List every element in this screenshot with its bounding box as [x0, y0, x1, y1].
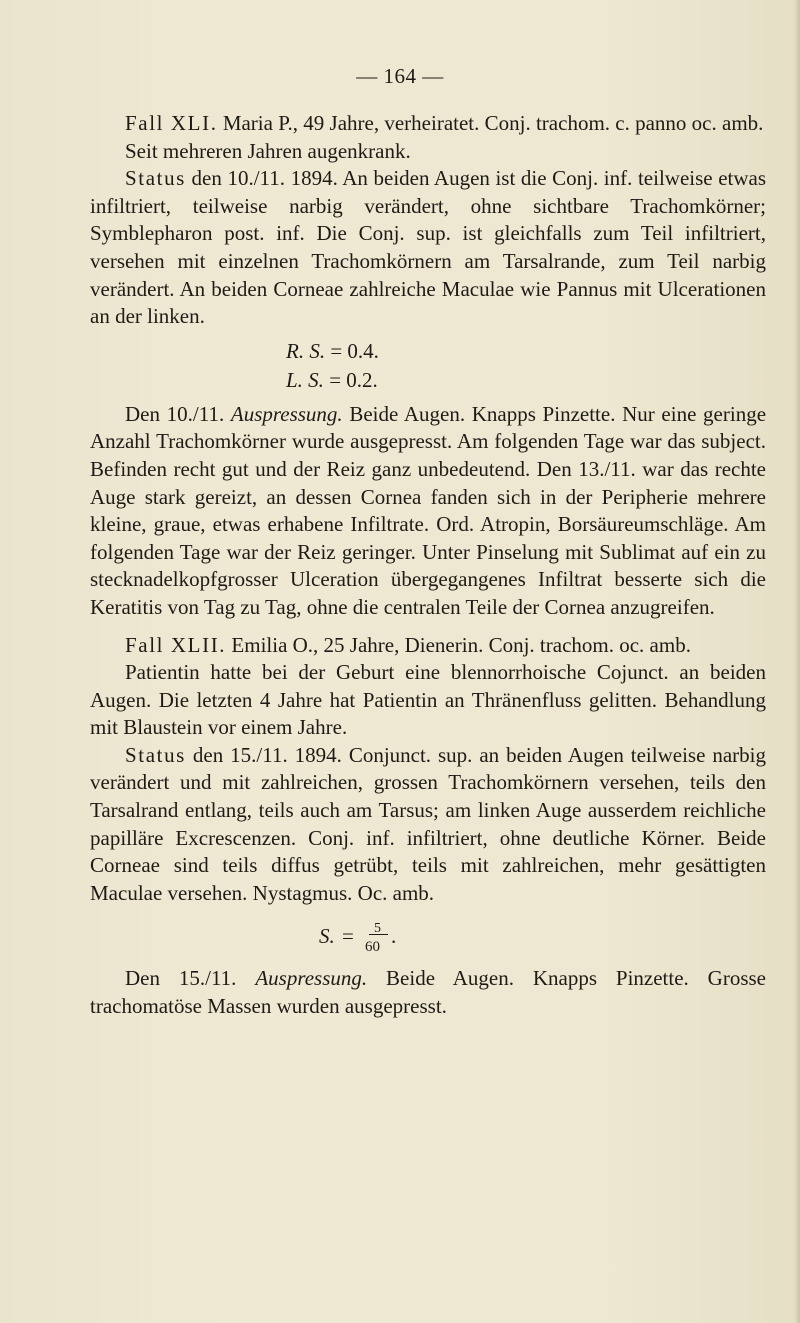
case41-treatment-text: Beide Augen. Knapps Pinzette. Nur eine geringe Anzahl Trachomkörner wurde ausgepresst. Am folgenden Tage war das subject. Befinden recht gut und der Reiz ganz unbedeutend. Den 13./11. war das rechte Auge stark gereizt, an dessen Cornea fanden sich in der Peripherie mehrere kleine, graue, etwas erhabene Infiltrate. Ord. Atropin, Borsäureumschläge. Am folgenden Tage war der Reiz geringer. Unter Pinselung mit Sublimat auf ein zu stecknadelkopfgrosser Ulceration übergegangenes Infiltrat besserte sich die Keratitis von Tag zu Tag, ohne die centralen Teile der Cornea anzugreifen. [90, 401, 767, 619]
case41-visus [90, 337, 766, 395]
visus-right-value: = 0.4. [330, 338, 379, 363]
case42-status-label: Status [125, 742, 186, 767]
visus-denominator: 60 [365, 939, 380, 956]
case41-heading: Fall XLI. [125, 111, 218, 135]
case42-intro: Emilia O., 25 Jahre, Dienerin. Conj. trachom. oc. amb. [231, 632, 691, 657]
visus-label: S. [319, 924, 335, 949]
case41-treatment-paragraph [90, 401, 766, 622]
visus-numerator: 5 [374, 921, 381, 937]
case42-treatment-paragraph [90, 965, 766, 1020]
visus-left-label: L. S. [286, 367, 324, 392]
page-edge-shadow [794, 0, 800, 1323]
visus-left-value: = 0.2. [329, 367, 378, 392]
case42-status-paragraph [90, 742, 766, 908]
case42-heading: Fall XLII. [125, 632, 227, 657]
case42-history-paragraph [90, 659, 766, 742]
page-number: — 164 — [356, 64, 444, 88]
case41-visus-left [286, 366, 766, 395]
case41-status-text: den 10./11. 1894. An beiden Augen ist die Conj. inf. teilweise etwas infiltriert, teilweise narbig verändert, ohne sichtbare Trachomkörner; Symblepharon post. inf. Die Conj. sup. ist gleichfalls zum Teil infiltriert, versehen mit einzelnen Trachomkörnern am Tarsalrande, zum Teil narbig verändert. An beiden Corneae zahlreiche Maculae wie Pannus mit Ulcerationen an der linken. [90, 166, 767, 329]
case42-history: Patientin hatte bei der Geburt eine blennorrhoische Cojunct. an beiden Augen. Die letzten 4 Jahre hat Patientin an Thränenfluss gelitten. Behandlung mit Blaustein vor einem Jahre. [90, 660, 766, 740]
visus-period: . [391, 924, 397, 949]
case41-history-paragraph [90, 138, 766, 166]
case41-visus-right [286, 337, 766, 366]
case41-treatment-label: Auspressung. [230, 401, 343, 426]
case41-intro: Maria P., 49 Jahre, verheiratet. Conj. trachom. c. panno oc. amb. [222, 111, 764, 135]
case42-intro-paragraph [90, 632, 766, 660]
visus-equals: = [342, 924, 354, 949]
case41-intro-paragraph [90, 110, 766, 138]
case41-treatment-date: Den 10./11. [125, 401, 225, 426]
case42-visus [319, 915, 766, 955]
visus-right-label: R. S. [286, 338, 326, 363]
case42-status-text: den 15./11. 1894. Conjunct. sup. an beiden Augen teilweise narbig verändert und mit zahlreichen, grossen Trachomkörnern versehen, teils den Tarsalrand entlang, teils auch am Tarsus; am linken Auge ausserdem reichliche papilläre Excrescenzen. Conj. inf. infiltriert, ohne deutliche Körner. Beide Corneae sind teils diffus getrübt, teils mit zahlreichen, mehr gesättigten Maculae versehen. Nystagmus. Oc. amb. [90, 742, 766, 905]
case41-history: Seit mehreren Jahren augenkrank. [125, 138, 411, 163]
case42-treatment-label: Auspressung. [255, 966, 368, 991]
case41-status-paragraph [90, 165, 766, 331]
case42-treatment-date: Den 15./11. [125, 966, 237, 991]
case42-treatment-text: Beide Augen. Knapps Pinzette. Grosse trachomatöse Massen wurden ausgepresst. [90, 966, 767, 1019]
case41-status-label: Status [125, 166, 186, 191]
page-text [90, 110, 766, 1021]
